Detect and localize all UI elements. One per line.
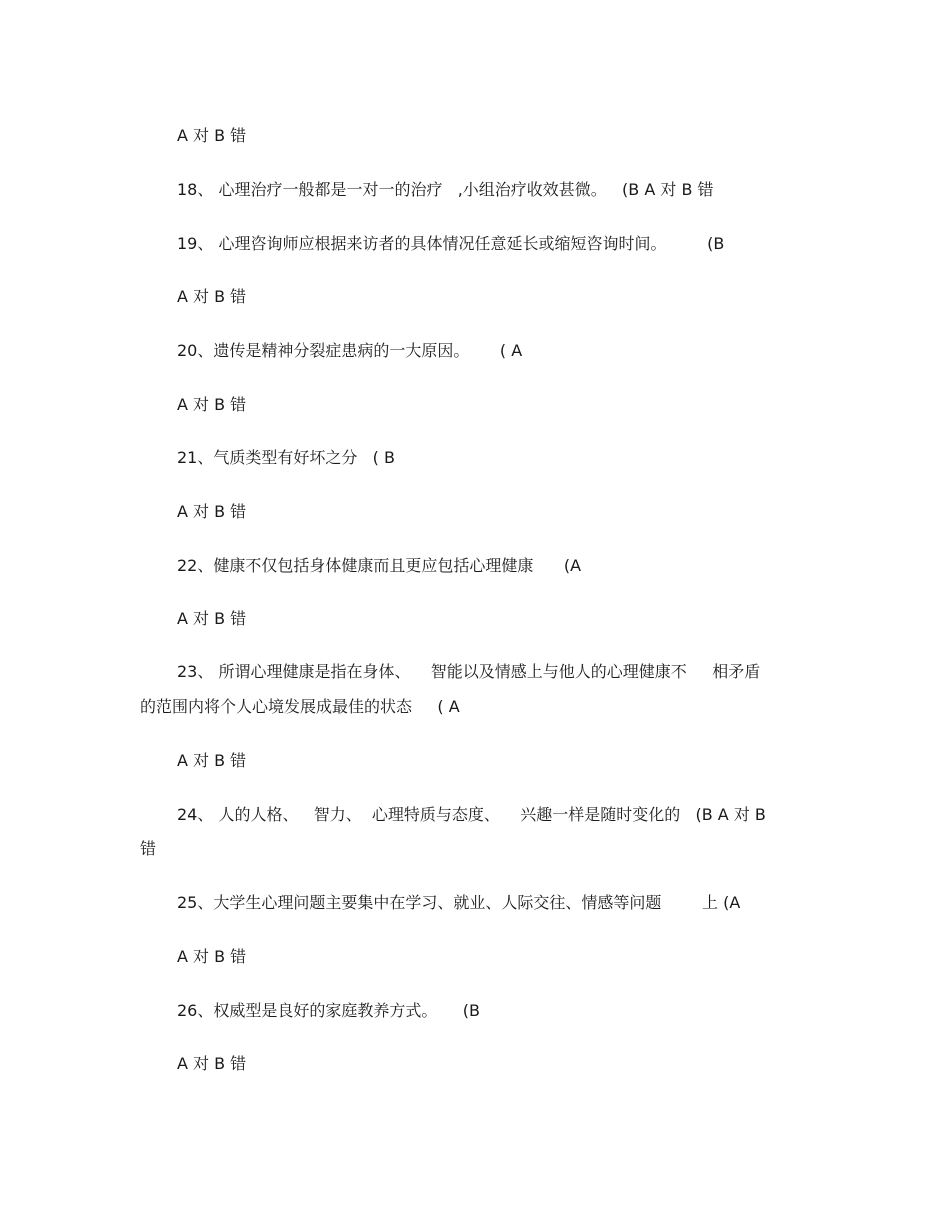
question-20: 20、遗传是精神分裂症患病的一大原因。 ( A [177, 341, 523, 360]
answer-options: A 对 B 错 [177, 751, 247, 770]
answer-options: A 对 B 错 [177, 395, 247, 414]
answer-options: A 对 B 错 [177, 609, 247, 628]
question-25: 25、大学生心理问题主要集中在学习、就业、人际交往、情感等问题 上 (A [177, 893, 741, 912]
answer-options: A 对 B 错 [177, 126, 247, 145]
answer-options: A 对 B 错 [177, 947, 247, 966]
question-19: 19、 心理咨询师应根据来访者的具体情况任意延长或缩短咨询时间。 (B [177, 234, 725, 253]
question-18: 18、 心理治疗一般都是一对一的治疗 ,小组治疗收效甚微。 (B A 对 B 错 [177, 180, 714, 199]
answer-options: A 对 B 错 [177, 287, 247, 306]
answer-options: A 对 B 错 [177, 1054, 247, 1073]
question-24: 24、 人的人格、 智力、 心理特质与态度、 兴趣一样是随时变化的 (B A 对 B [177, 805, 766, 824]
question-26: 26、权威型是良好的家庭教养方式。 (B [177, 1001, 481, 1020]
question-23-continuation: 的范围内将个人心境发展成最佳的状态 ( A [140, 697, 460, 716]
question-22: 22、健康不仅包括身体健康而且更应包括心理健康 (A [177, 556, 582, 575]
question-21: 21、气质类型有好坏之分 ( B [177, 448, 395, 467]
question-23: 23、 所谓心理健康是指在身体、 智能以及情感上与他人的心理健康不 相矛盾 [177, 662, 761, 681]
answer-options: A 对 B 错 [177, 502, 247, 521]
question-24-continuation: 错 [140, 839, 157, 858]
